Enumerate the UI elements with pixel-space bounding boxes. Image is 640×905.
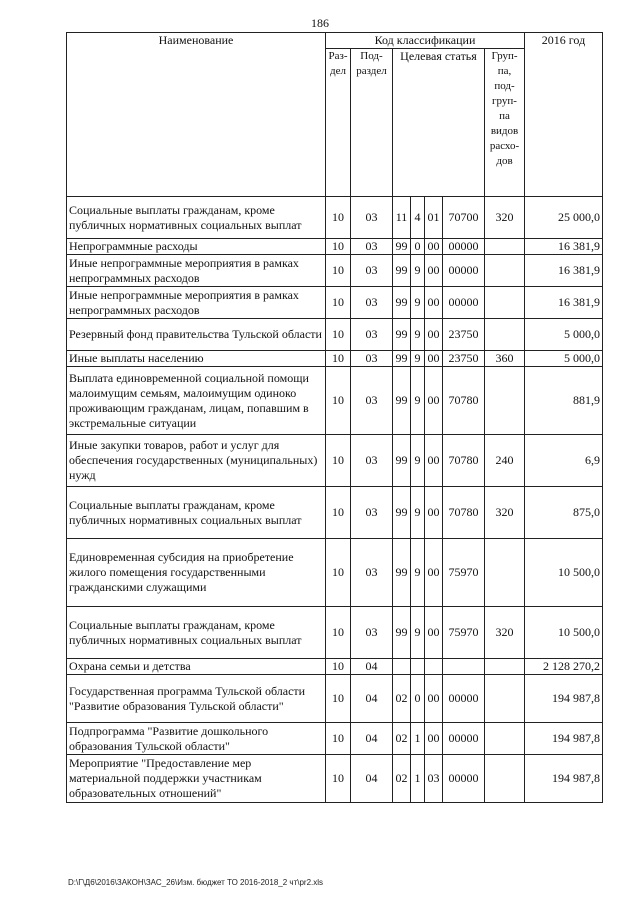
row-target-subprogram: 9 (411, 287, 425, 319)
row-amount: 194 987,8 (525, 755, 603, 803)
row-amount: 10 500,0 (525, 607, 603, 659)
row-target-program: 99 (393, 287, 411, 319)
row-subsection: 03 (351, 239, 393, 255)
row-target-direction: 23750 (443, 319, 485, 351)
row-name: Иные закупки товаров, работ и услуг для обеспечения государственных (муниципальных) нужд (67, 435, 326, 487)
row-subsection: 04 (351, 723, 393, 755)
row-section: 10 (326, 607, 351, 659)
row-amount: 5 000,0 (525, 351, 603, 367)
row-target-direction: 23750 (443, 351, 485, 367)
row-expense-group: 360 (485, 351, 525, 367)
row-target-subprogram: 9 (411, 607, 425, 659)
table-row (67, 659, 603, 675)
row-name: Иные непрограммные мероприятия в рамках непрограммных расходов (67, 255, 326, 287)
table-row (67, 239, 603, 255)
row-name: Социальные выплаты гражданам, кроме публичных нормативных социальных выплат (67, 197, 326, 239)
row-target-event: 01 (425, 197, 443, 239)
table-row (67, 723, 603, 755)
row-target-program: 99 (393, 487, 411, 539)
row-target-subprogram: 9 (411, 255, 425, 287)
row-target-event (425, 659, 443, 675)
row-expense-group (485, 659, 525, 675)
row-target-program: 99 (393, 239, 411, 255)
row-expense-group (485, 675, 525, 723)
row-target-event: 00 (425, 435, 443, 487)
row-section: 10 (326, 319, 351, 351)
header-name: Наименование (67, 33, 326, 197)
row-amount: 875,0 (525, 487, 603, 539)
row-target-direction: 00000 (443, 287, 485, 319)
row-target-event: 00 (425, 675, 443, 723)
row-target-program: 02 (393, 755, 411, 803)
row-name: Иные непрограммные мероприятия в рамках непрограммных расходов (67, 287, 326, 319)
table-row (67, 435, 603, 487)
row-expense-group (485, 539, 525, 607)
row-target-program: 02 (393, 723, 411, 755)
row-target-direction: 70780 (443, 487, 485, 539)
row-expense-group: 320 (485, 487, 525, 539)
row-expense-group: 240 (485, 435, 525, 487)
row-target-event: 00 (425, 255, 443, 287)
row-subsection: 03 (351, 287, 393, 319)
row-section: 10 (326, 435, 351, 487)
row-expense-group (485, 319, 525, 351)
row-target-subprogram: 9 (411, 319, 425, 351)
row-target-subprogram: 9 (411, 539, 425, 607)
row-target-event: 00 (425, 367, 443, 435)
row-expense-group (485, 723, 525, 755)
row-target-program: 99 (393, 367, 411, 435)
header-group: Груп-па, под-груп-па видов расхо-дов (485, 49, 525, 197)
row-section: 10 (326, 255, 351, 287)
row-target-subprogram: 9 (411, 351, 425, 367)
row-amount: 881,9 (525, 367, 603, 435)
row-amount: 194 987,8 (525, 675, 603, 723)
row-name: Социальные выплаты гражданам, кроме публичных нормативных социальных выплат (67, 607, 326, 659)
row-section: 10 (326, 367, 351, 435)
row-name: Непрограммные расходы (67, 239, 326, 255)
row-expense-group (485, 239, 525, 255)
file-path-footer: D:\Г\Д6\2016\ЗАКОН\ЗАС_26\Изм. бюджет ТО 2016-2018_2 чт\pr2.xls (68, 878, 324, 887)
row-section: 10 (326, 675, 351, 723)
table-row (67, 539, 603, 607)
table-row (67, 675, 603, 723)
row-amount: 16 381,9 (525, 255, 603, 287)
row-target-program: 99 (393, 255, 411, 287)
row-subsection: 03 (351, 319, 393, 351)
row-target-direction: 70780 (443, 367, 485, 435)
header-section: Раз-дел (326, 49, 351, 197)
row-target-subprogram: 1 (411, 755, 425, 803)
row-amount: 16 381,9 (525, 287, 603, 319)
row-target-event: 00 (425, 723, 443, 755)
table-row (67, 287, 603, 319)
row-target-direction: 70700 (443, 197, 485, 239)
table-row (67, 755, 603, 803)
row-target-direction: 70780 (443, 435, 485, 487)
row-target-subprogram: 0 (411, 239, 425, 255)
row-expense-group (485, 255, 525, 287)
row-target-program (393, 659, 411, 675)
row-target-program: 11 (393, 197, 411, 239)
row-section: 10 (326, 197, 351, 239)
row-amount: 25 000,0 (525, 197, 603, 239)
row-expense-group (485, 287, 525, 319)
row-target-direction: 00000 (443, 675, 485, 723)
row-amount: 6,9 (525, 435, 603, 487)
row-subsection: 03 (351, 539, 393, 607)
row-target-subprogram: 9 (411, 487, 425, 539)
row-target-event: 00 (425, 287, 443, 319)
page-number: 186 (311, 16, 329, 30)
row-name: Единовременная субсидия на приобретение жилого помещения государственными гражданскими служащими (67, 539, 326, 607)
row-subsection: 03 (351, 435, 393, 487)
row-section: 10 (326, 659, 351, 675)
table-row (67, 319, 603, 351)
row-name: Мероприятие "Предоставление мер материальной поддержки участникам образовательных отношений" (67, 755, 326, 803)
row-target-event: 03 (425, 755, 443, 803)
row-section: 10 (326, 539, 351, 607)
row-target-direction: 75970 (443, 539, 485, 607)
row-section: 10 (326, 239, 351, 255)
row-amount: 2 128 270,2 (525, 659, 603, 675)
table-row (67, 607, 603, 659)
row-subsection: 04 (351, 659, 393, 675)
row-name: Резервный фонд правительства Тульской области (67, 319, 326, 351)
table-row (67, 487, 603, 539)
row-subsection: 04 (351, 675, 393, 723)
row-expense-group (485, 367, 525, 435)
row-target-direction: 00000 (443, 255, 485, 287)
header-target: Целевая статья (393, 49, 485, 197)
row-target-direction: 00000 (443, 755, 485, 803)
row-name: Подпрограмма "Развитие дошкольного образования Тульской области" (67, 723, 326, 755)
row-target-program: 99 (393, 539, 411, 607)
table-row (67, 197, 603, 239)
row-name: Государственная программа Тульской области "Развитие образования Тульской области" (67, 675, 326, 723)
row-name: Выплата единовременной социальной помощи малоимущим семьям, малоимущим одиноко проживающим гражданам, лицам, попавшим в экстремальные ситуации (67, 367, 326, 435)
row-amount: 5 000,0 (525, 319, 603, 351)
row-name: Охрана семьи и детства (67, 659, 326, 675)
row-expense-group: 320 (485, 607, 525, 659)
row-subsection: 04 (351, 755, 393, 803)
header-subsection: Под-раздел (351, 49, 393, 197)
row-subsection: 03 (351, 351, 393, 367)
row-expense-group: 320 (485, 197, 525, 239)
header-year: 2016 год (525, 33, 603, 197)
row-target-event: 00 (425, 607, 443, 659)
row-target-subprogram: 9 (411, 367, 425, 435)
row-subsection: 03 (351, 255, 393, 287)
row-target-event: 00 (425, 239, 443, 255)
header-classification: Код классификации (326, 33, 525, 49)
table-row (67, 255, 603, 287)
row-target-program: 99 (393, 351, 411, 367)
row-subsection: 03 (351, 197, 393, 239)
row-target-subprogram: 1 (411, 723, 425, 755)
row-target-program: 99 (393, 607, 411, 659)
row-section: 10 (326, 723, 351, 755)
row-section: 10 (326, 351, 351, 367)
row-target-program: 99 (393, 319, 411, 351)
row-section: 10 (326, 487, 351, 539)
row-subsection: 03 (351, 607, 393, 659)
row-section: 10 (326, 287, 351, 319)
row-target-event: 00 (425, 351, 443, 367)
table-row (67, 351, 603, 367)
row-target-program: 99 (393, 435, 411, 487)
row-target-direction: 00000 (443, 723, 485, 755)
row-target-direction: 75970 (443, 607, 485, 659)
row-expense-group (485, 755, 525, 803)
row-name: Иные выплаты населению (67, 351, 326, 367)
row-amount: 16 381,9 (525, 239, 603, 255)
row-target-direction (443, 659, 485, 675)
row-target-direction: 00000 (443, 239, 485, 255)
row-target-subprogram (411, 659, 425, 675)
budget-table (66, 32, 603, 803)
row-target-subprogram: 9 (411, 435, 425, 487)
row-subsection: 03 (351, 487, 393, 539)
row-name: Социальные выплаты гражданам, кроме публичных нормативных социальных выплат (67, 487, 326, 539)
row-target-program: 02 (393, 675, 411, 723)
row-section: 10 (326, 755, 351, 803)
row-subsection: 03 (351, 367, 393, 435)
row-amount: 10 500,0 (525, 539, 603, 607)
row-target-event: 00 (425, 487, 443, 539)
row-target-subprogram: 4 (411, 197, 425, 239)
row-target-subprogram: 0 (411, 675, 425, 723)
row-amount: 194 987,8 (525, 723, 603, 755)
row-target-event: 00 (425, 539, 443, 607)
row-target-event: 00 (425, 319, 443, 351)
table-row (67, 367, 603, 435)
